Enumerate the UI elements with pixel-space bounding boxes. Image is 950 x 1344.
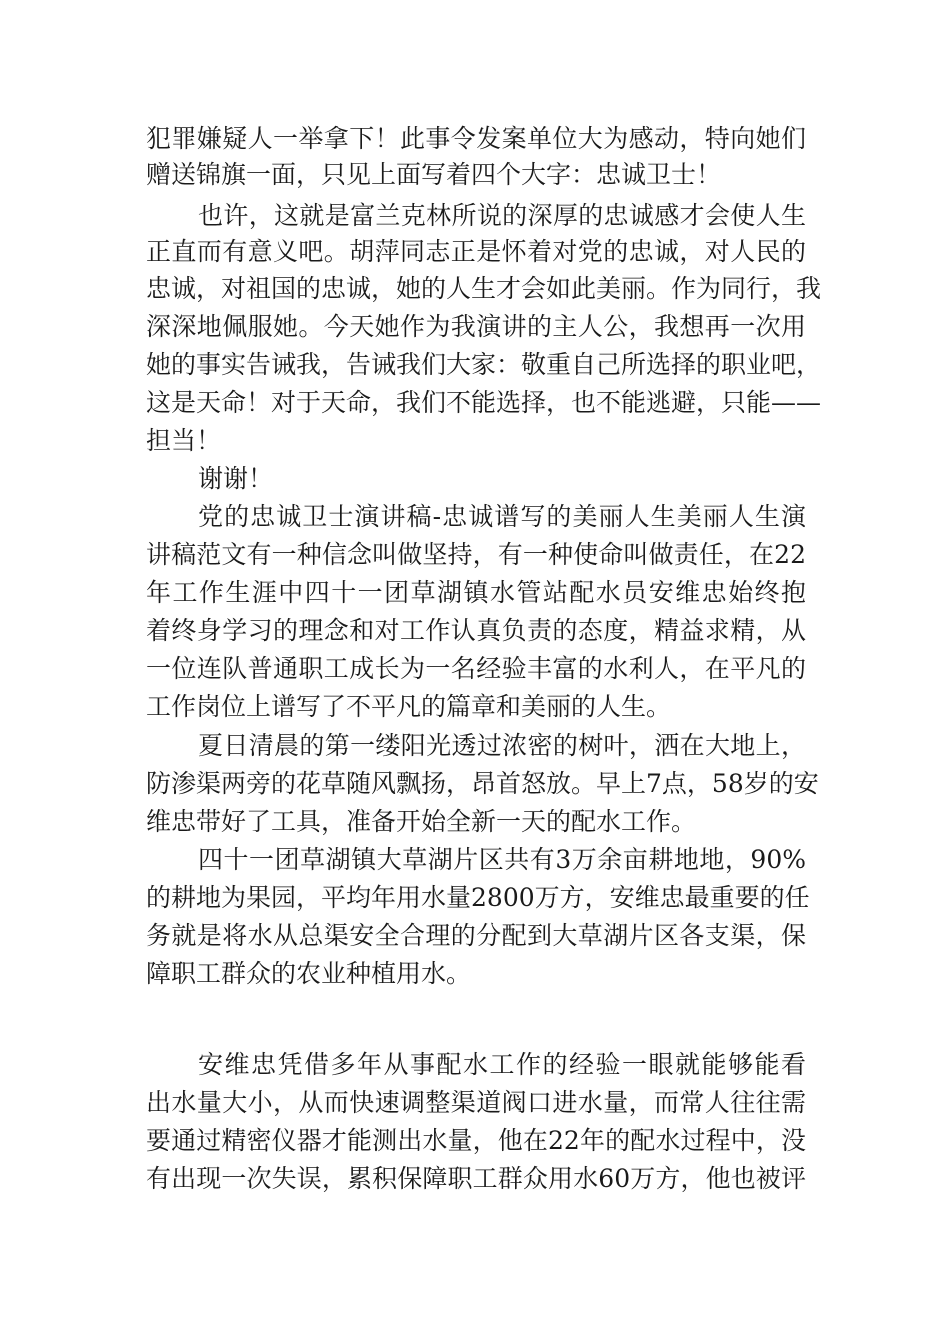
text-line: 也许，这就是富兰克林所说的深厚的忠诚感才会使人生 [198,201,806,230]
text-line: 谢谢！ [198,464,274,493]
text-line: 着终身学习的理念和对工作认真负责的态度，精益求精，从 [146,616,806,645]
text-line: 担当！ [146,426,222,455]
text-line: 这是天命！对于天命，我们不能选择，也不能逃避，只能—— [146,388,822,417]
text-line: 务就是将水从总渠安全合理的分配到大草湖片区各支渠，保 [146,921,806,950]
text-line: 夏日清晨的第一缕阳光透过浓密的树叶，洒在大地上， [198,731,806,760]
text-line: 安维忠凭借多年从事配水工作的经验一眼就能够能看 [198,1050,806,1079]
text-line: 年工作生涯中四十一团草湖镇水管站配水员安维忠始终抱 [146,578,806,607]
text-line: 正直而有意义吧。胡萍同志正是怀着对党的忠诚，对人民的 [146,237,806,266]
text-line: 要通过精密仪器才能测出水量，他在22年的配水过程中，没 [146,1126,806,1155]
text-line: 深深地佩服她。今天她作为我演讲的主人公，我想再一次用 [146,312,806,341]
text-line: 她的事实告诫我，告诫我们大家：敬重自己所选择的职业吧， [146,350,822,379]
text-line: 的耕地为果园，平均年用水量2800万方，安维忠最重要的任 [146,883,810,912]
text-line: 障职工群众的农业种植用水。 [146,959,472,988]
text-line: 赠送锦旗一面，只见上面写着四个大字：忠诚卫士！ [146,160,722,189]
text-line: 工作岗位上谱写了不平凡的篇章和美丽的人生。 [146,692,672,721]
text-line: 防渗渠两旁的花草随风飘扬，昂首怒放。早上7点，58岁的安 [146,769,819,798]
text-line: 忠诚，对祖国的忠诚，她的人生才会如此美丽。作为同行，我 [146,274,822,303]
text-line: 四十一团草湖镇大草湖片区共有3万余亩耕地地，90% [198,845,806,874]
text-line: 维忠带好了工具，准备开始全新一天的配水工作。 [146,807,697,836]
text-line: 讲稿范文有一种信念叫做坚持，有一种使命叫做责任，在22 [146,540,806,569]
text-line: 有出现一次失误，累积保障职工群众用水60万方，他也被评 [146,1164,806,1193]
text-line: 一位连队普通职工成长为一名经验丰富的水利人，在平凡的 [146,654,806,683]
text-line: 犯罪嫌疑人一举拿下！此事令发案单位大为感动，特向她们 [146,124,806,153]
text-line: 党的忠诚卫士演讲稿-忠诚谱写的美丽人生美丽人生演 [198,502,806,531]
text-line: 出水量大小，从而快速调整渠道阀口进水量，而常人往往需 [146,1088,806,1117]
